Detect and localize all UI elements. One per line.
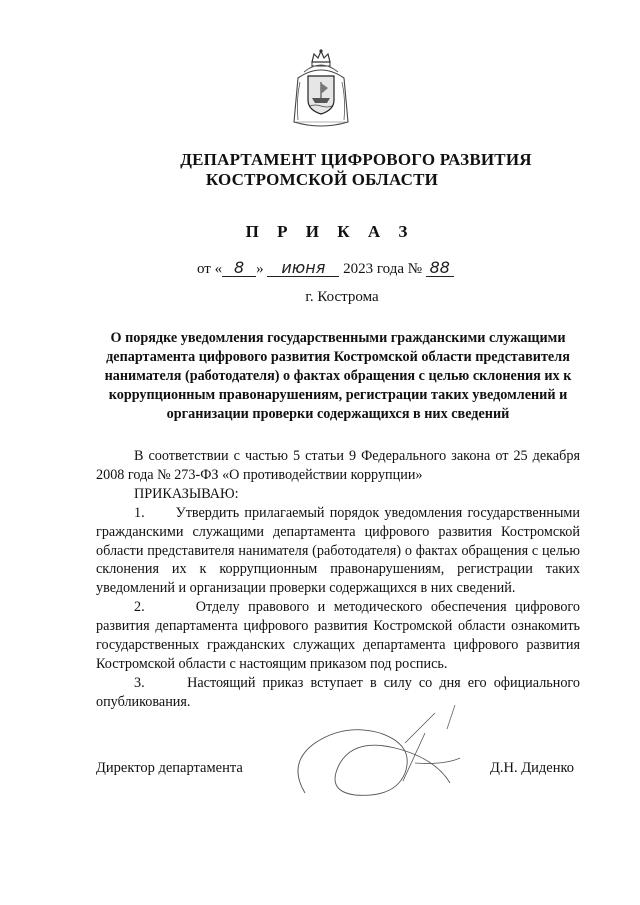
date-mid: » (256, 261, 264, 277)
department-name-line2: КОСТРОМСКОЙ ОБЛАСТИ (205, 170, 439, 189)
signatory-name: Д.Н. Диденко (490, 760, 575, 776)
order-body (96, 447, 580, 712)
handwritten-signature (285, 703, 475, 813)
date-day: 8 (234, 258, 245, 277)
order-word: ПРИКАЗЫВАЮ: (134, 485, 239, 502)
order-item-1: 1. Утвердить прилагаемый порядок уведомления государственными гражданскими служащими департамента цифрового развития Костромской области представителя нанимателя (работодателя) о фактах обращения с целью склонения их к коррупционным правонарушениям, регистрации таких уведомлений и организации проверки содержащихся в них сведений. (96, 504, 580, 597)
preamble-paragraph: В соответствии с частью 5 статьи 9 Федерального закона от 25 декабря 2008 года № 273-ФЗ «О противодействии коррупции» (96, 448, 580, 483)
order-title: П Р И К А З (245, 222, 415, 241)
order-number: 88 (429, 258, 450, 277)
order-item-2: 2. Отделу правового и методического обеспечения цифрового развития департамента цифрового развития Костромской области ознакомить государственных гражданских служащих департамента цифрового развития Костромской области с настоящим приказом под роспись. (96, 599, 580, 672)
order-city: г. Кострома (305, 289, 379, 305)
date-month-field (267, 258, 339, 277)
order-item-3: 3. Настоящий приказ вступает в силу со дня его официального опубликования. (96, 674, 580, 710)
date-prefix: от « (197, 261, 223, 277)
date-month: июня (281, 258, 326, 277)
order-subject: О порядке уведомления государственными гражданскими служащими департамента цифрового развития Костромской области представителя нанимателя (работодателя) о фактах обращения с целью склонения их к коррупционным правонарушениям, регистрации таких уведомлений и организации проверки содержащихся в них сведений (104, 330, 572, 422)
order-date-line (197, 258, 454, 278)
date-day-field (222, 258, 256, 277)
coat-of-arms-emblem (290, 48, 352, 130)
department-name-line1: ДЕПАРТАМЕНТ ЦИФРОВОГО РАЗВИТИЯ (180, 150, 532, 169)
signatory-role: Директор департамента (96, 760, 243, 776)
order-number-field (426, 258, 454, 277)
date-year: 2023 года № (343, 261, 423, 277)
